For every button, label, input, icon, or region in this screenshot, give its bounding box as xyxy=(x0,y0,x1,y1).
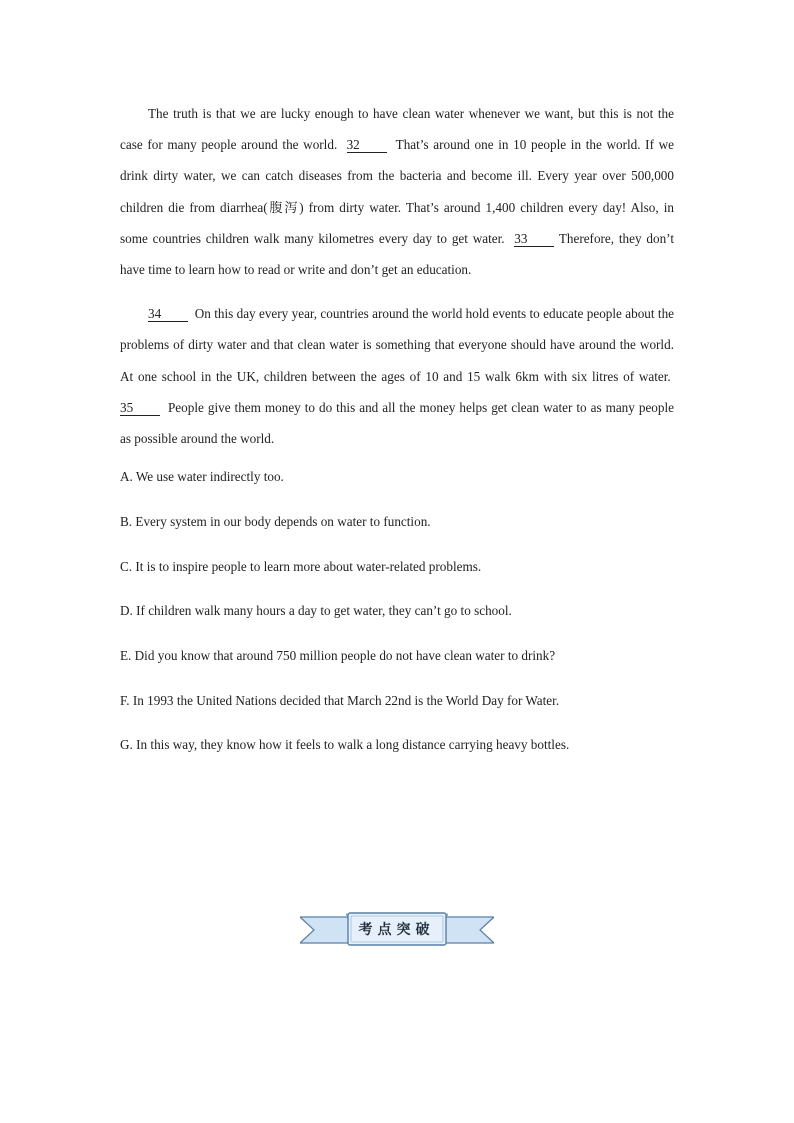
blank-34: 34 xyxy=(148,306,188,322)
blank-33: 33 xyxy=(514,231,554,247)
section-banner xyxy=(300,911,494,949)
option-f: F. In 1993 the United Nations decided that March 22nd is the World Day for Water. xyxy=(120,692,560,708)
blank-32: 32 xyxy=(347,137,387,153)
banner-label: 考点突破 xyxy=(358,922,435,938)
paragraph-2-sentence-1: On this day every year, countries around the world hold events to educate people about the problems of dirty water and that clean water is something that everyone should have around the world. At one school in the UK, children between the ages of 10 and 15 walk 6km with six litres of water. xyxy=(120,306,675,384)
paragraph-1-sentence-2: That’s around one in 10 people in the world. If we drink dirty water, we can catch diseases from the bacteria and become ill. Every year over 500,000 children die from diarrhea(腹泻) from dirty water. That’s around 1,400 children every day! Also, in some countries children walk many kilometres every day to get water. xyxy=(120,137,674,246)
passage-paragraph-1 xyxy=(120,98,674,285)
option-d: D. If children walk many hours a day to get water, they can’t go to school. xyxy=(120,603,512,619)
paragraph-1-sentence-3: Therefore, they don’t have time to learn how to read or write and don’t get an education. xyxy=(120,230,675,278)
option-a: A. We use water indirectly too. xyxy=(120,469,284,485)
option-c: C. It is to inspire people to learn more about water-related problems. xyxy=(120,558,482,574)
paragraph-2-sentence-2: People give them money to do this and all the money helps get clean water to as many people as possible around the world. xyxy=(120,399,674,447)
paragraph-1-sentence-1: The truth is that we are lucky enough to have clean water whenever we want, but this is not the case for many people around the world. xyxy=(120,106,674,153)
answer-options xyxy=(120,467,674,755)
option-g: G. In this way, they know how it feels to walk a long distance carrying heavy bottles. xyxy=(120,737,570,753)
passage-paragraph-2 xyxy=(120,298,674,454)
document-body xyxy=(120,98,674,780)
option-b: B. Every system in our body depends on water to function. xyxy=(120,513,431,529)
blank-35: 35 xyxy=(120,400,160,416)
option-e: E. Did you know that around 750 million people do not have clean water to drink? xyxy=(120,647,556,663)
